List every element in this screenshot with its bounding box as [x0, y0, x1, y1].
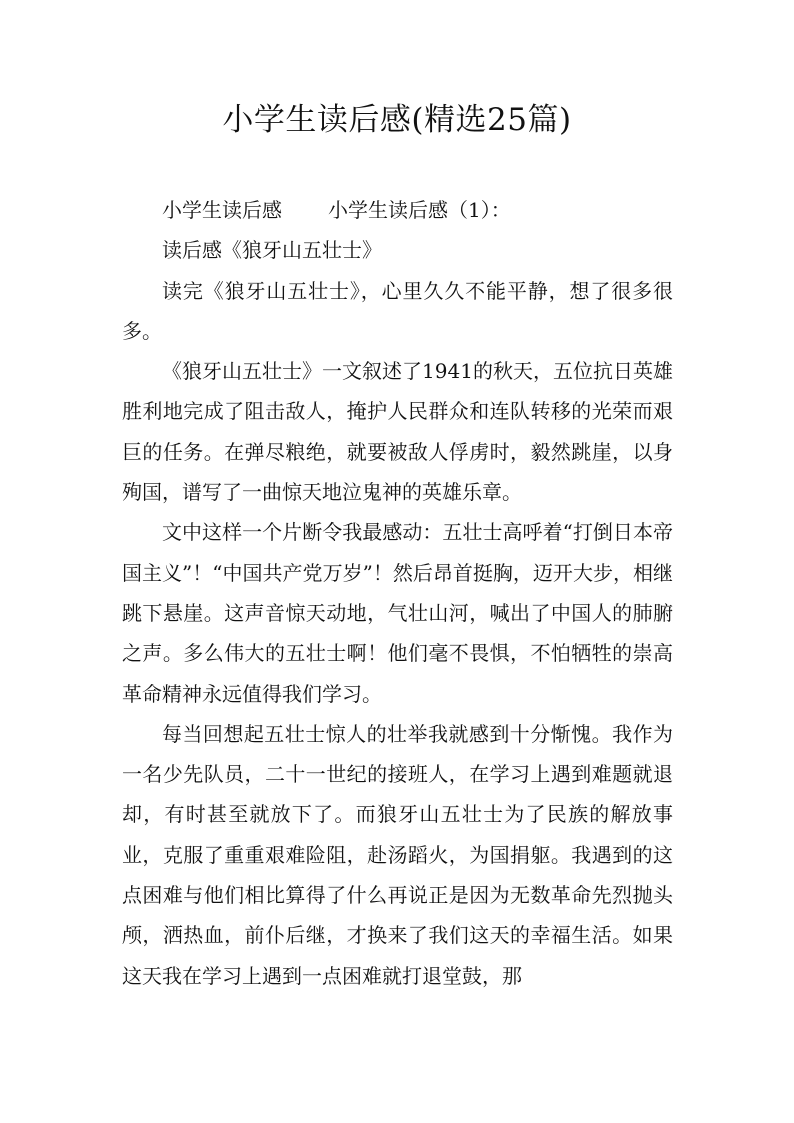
paragraph: 读完《狼牙山五壮士》，心里久久不能平静，想了很多很多。 — [122, 278, 673, 343]
heading-line-left: 小学生读后感 — [162, 198, 282, 222]
document-title: 小学生读后感(精选25篇) — [222, 102, 572, 138]
paragraph: 文中这样一个片断令我最感动：五壮士高呼着“打倒日本帝国主义”！“中国共产党万岁”！然后昂首挺胸，迈开大步，相继跳下悬崖。这声音惊天动地，气壮山河，喊出了中国人的肺腑之声。多么伟大的五壮士啊！他们毫不畏惧，不怕牺牲的崇高革命精神永远值得我们学习。 — [122, 520, 673, 706]
document-body — [122, 190, 673, 996]
paragraph: 《狼牙山五壮士》一文叙述了1941的秋天，五位抗日英雄胜利地完成了阻击敌人，掩护人民群众和连队转移的光荣而艰巨的任务。在弹尽粮绝，就要被敌人俘虏时，毅然跳崖，以身殉国，谱写了一曲惊天地泣鬼神的英雄乐章。 — [122, 359, 673, 505]
heading-line — [122, 190, 673, 230]
paragraph: 每当回想起五壮士惊人的壮举我就感到十分惭愧。我作为一名少先队员，二十一世纪的接班人，在学习上遇到难题就退却，有时甚至就放下了。而狼牙山五壮士为了民族的解放事业，克服了重重艰难险阻，赴汤蹈火，为国捐躯。我遇到的这点困难与他们相比算得了什么再说正是因为无数革命先烈抛头颅，洒热血，前仆后继，才换来了我们这天的幸福生活。如果这天我在学习上遇到一点困难就打退堂鼓，那 — [122, 721, 673, 988]
heading-line-right: 小学生读后感（1）： — [328, 198, 511, 222]
paragraph: 读后感《狼牙山五壮士》 — [162, 238, 382, 263]
